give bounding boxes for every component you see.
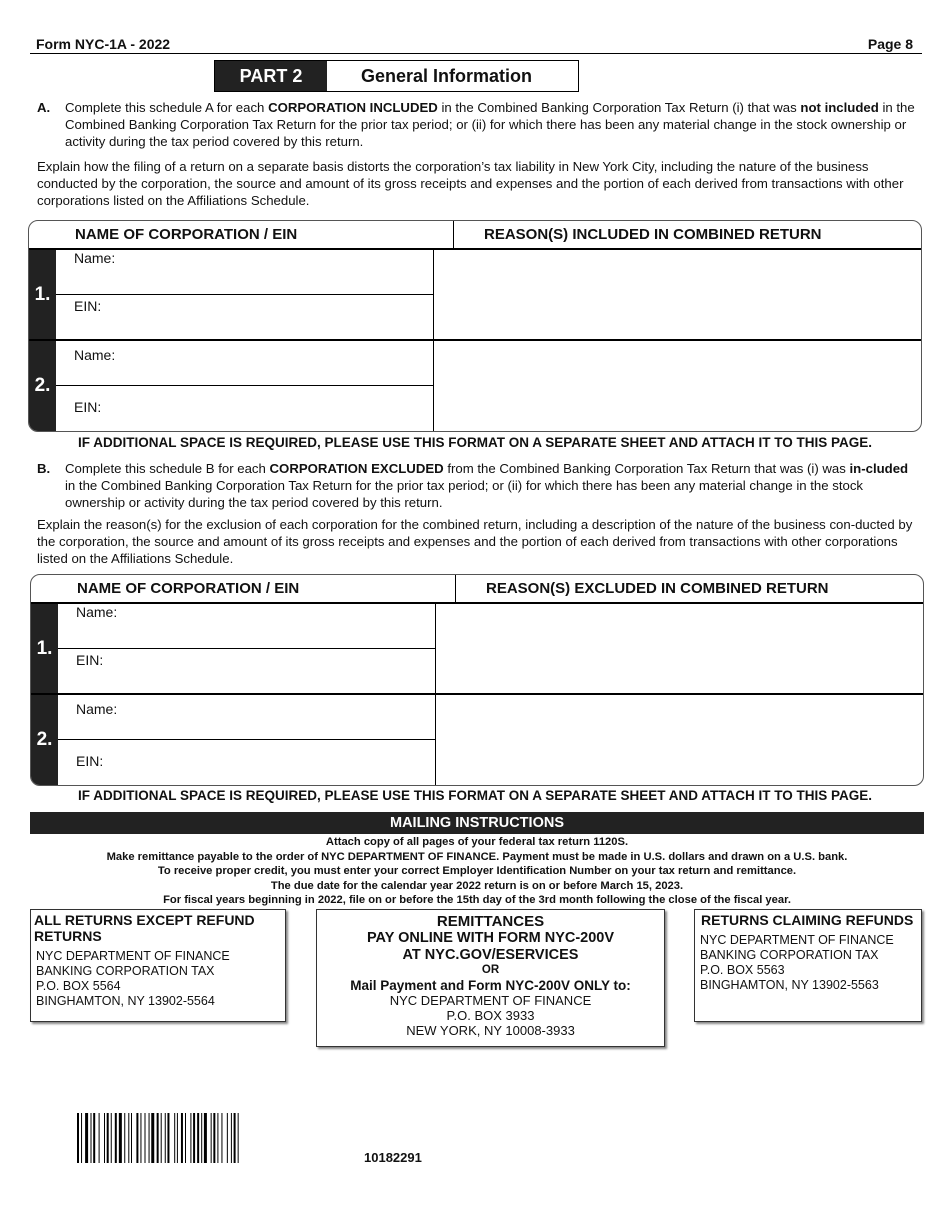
all-returns-title: ALL RETURNS EXCEPT REFUND RETURNS bbox=[34, 912, 255, 944]
ein-field[interactable]: EIN: bbox=[74, 399, 102, 415]
part-title: General Information bbox=[361, 65, 533, 86]
form-id: Form NYC-1A - 2022 bbox=[36, 36, 171, 52]
section-b-intro bbox=[37, 460, 917, 511]
additional-space-note: IF ADDITIONAL SPACE IS REQUIRED, PLEASE USE THIS FORMAT ON A SEPARATE SHEET AND ATTACH IT TO THIS PAGE. bbox=[77, 435, 873, 450]
address-line: BINGHAMTON, NY 13902-5563 bbox=[700, 978, 879, 992]
section-b-letter: B. bbox=[37, 461, 51, 476]
address-line: BANKING CORPORATION TAX bbox=[700, 948, 879, 962]
mailing-line: For fiscal years beginning in 2022, file on or before the 15th day of the 3rd month following the close of the fiscal year. bbox=[163, 894, 791, 906]
eservices-link[interactable]: AT NYC.GOV/ESERVICES bbox=[402, 947, 579, 963]
mailing-line: The due date for the calendar year 2022 return is on or before March 15, 2023. bbox=[270, 879, 684, 892]
reason-field[interactable] bbox=[434, 341, 921, 431]
col-reason-header: REASON(S) INCLUDED IN COMBINED RETURN bbox=[484, 226, 822, 243]
page-number: Page 8 bbox=[867, 36, 913, 52]
refunds-title: RETURNS CLAIMING REFUNDS bbox=[701, 912, 914, 928]
section-b-explanation: Explain the reason(s) for the exclusion of each corporation for the combined return, including a description of the nature of the business con-ducted by the corporation, the source and amount of its gross receipts and expenses and the portion of each derived from transactions with other corporations listed on the Affiliations Schedule. bbox=[37, 517, 913, 566]
section-a-explanation: Explain how the filing of a return on a separate basis distorts the corporation’s tax liability in New York City, including the nature of the business conducted by the corporation, the source and amount of its gross receipts and expenses and the portion of each derived from transactions with other corporations listed on the Affiliations Schedule. bbox=[37, 159, 904, 208]
address-line: P.O. BOX 5563 bbox=[700, 963, 785, 977]
table-row bbox=[29, 341, 921, 431]
section-a-letter: A. bbox=[37, 100, 51, 115]
address-line: BINGHAMTON, NY 13902-5564 bbox=[36, 994, 215, 1008]
row-number: 1. bbox=[29, 250, 56, 339]
address-line: BANKING CORPORATION TAX bbox=[36, 964, 215, 978]
section-b-table bbox=[30, 574, 924, 786]
row-number: 2. bbox=[29, 341, 56, 431]
reason-field[interactable] bbox=[436, 604, 923, 693]
ein-field[interactable]: EIN: bbox=[74, 298, 102, 314]
col-name-header: NAME OF CORPORATION / EIN bbox=[29, 221, 454, 248]
remittances-address-box bbox=[316, 909, 665, 1047]
section-a-intro bbox=[37, 99, 917, 150]
refunds-address-box bbox=[694, 909, 922, 1022]
mail-payment-line: Mail Payment and Form NYC-200V ONLY to: bbox=[350, 978, 631, 993]
or-label: OR bbox=[481, 964, 500, 976]
row-number: 1. bbox=[31, 604, 58, 693]
table-row bbox=[31, 604, 923, 695]
name-field[interactable]: Name: bbox=[56, 341, 433, 386]
mailing-line: Make remittance payable to the order of NYC DEPARTMENT OF FINANCE. Payment must be made in U.S. dollars and drawn on a U.S. bank. bbox=[106, 850, 848, 863]
pay-online-line: PAY ONLINE WITH FORM NYC-200V bbox=[366, 930, 615, 946]
additional-space-note: IF ADDITIONAL SPACE IS REQUIRED, PLEASE USE THIS FORMAT ON A SEPARATE SHEET AND ATTACH IT TO THIS PAGE. bbox=[77, 788, 873, 803]
table-row bbox=[29, 250, 921, 341]
header-rule bbox=[30, 53, 922, 54]
section-b-intro-text: Complete this schedule B for each CORPORATION EXCLUDED from the Combined Banking Corporation Tax Return that was (i) was in-cluded in the Combined Banking Corporation Tax Return for the prior tax period; or (ii) for which there has been any material change in the stock ownership or activity during the tax period covered by this return. bbox=[65, 461, 909, 510]
name-field[interactable]: Name: bbox=[58, 604, 435, 649]
mailing-line: To receive proper credit, you must enter your correct Employer Identification Number on your tax return and remittance. bbox=[157, 865, 797, 877]
part-number: PART 2 bbox=[215, 61, 327, 91]
address-line: NYC DEPARTMENT OF FINANCE bbox=[36, 949, 230, 963]
mailing-instructions-title: MAILING INSTRUCTIONS bbox=[30, 812, 924, 834]
address-line: NYC DEPARTMENT OF FINANCE bbox=[700, 933, 894, 947]
col-reason-header: REASON(S) EXCLUDED IN COMBINED RETURN bbox=[486, 580, 829, 597]
ein-field[interactable]: EIN: bbox=[76, 652, 104, 668]
row-number: 2. bbox=[31, 695, 58, 785]
address-line: P.O. BOX 3933 bbox=[446, 1008, 535, 1023]
address-line: NEW YORK, NY 10008-3933 bbox=[406, 1023, 575, 1038]
ein-field[interactable]: EIN: bbox=[76, 753, 104, 769]
address-line: NYC DEPARTMENT OF FINANCE bbox=[389, 993, 592, 1008]
mailing-instructions bbox=[30, 835, 924, 908]
address-line: P.O. BOX 5564 bbox=[36, 979, 121, 993]
all-returns-address-box bbox=[30, 909, 286, 1022]
name-field[interactable]: Name: bbox=[58, 695, 435, 740]
section-a-table bbox=[28, 220, 922, 432]
reason-field[interactable] bbox=[434, 250, 921, 339]
table-row bbox=[31, 695, 923, 785]
remittances-title: REMITTANCES bbox=[436, 913, 545, 930]
reason-field[interactable] bbox=[436, 695, 923, 785]
part-heading bbox=[214, 60, 579, 92]
col-name-header: NAME OF CORPORATION / EIN bbox=[31, 575, 456, 602]
name-field[interactable]: Name: bbox=[56, 250, 433, 295]
section-a-intro-text: Complete this schedule A for each CORPORATION INCLUDED in the Combined Banking Corporation Tax Return (i) that was not included in the Combined Banking Corporation Tax Return for the prior tax period; or (ii) for which there has been any material change in the stock ownership or activity during the tax period covered by this return. bbox=[65, 100, 915, 149]
barcode-number: 10182291 bbox=[364, 1150, 422, 1165]
mailing-line: Attach copy of all pages of your federal tax return 1120S. bbox=[325, 836, 629, 848]
barcode-icon bbox=[77, 1113, 289, 1163]
